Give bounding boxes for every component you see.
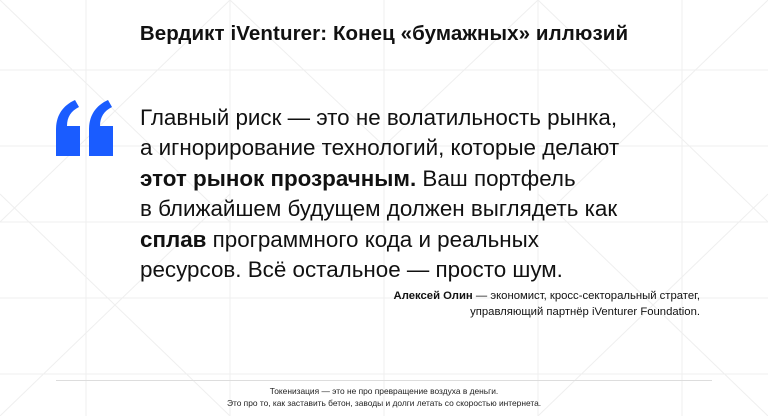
footer-line: Это про то, как заставить бетон, заводы и долги летать со скоростью интернета. (226, 397, 542, 408)
footer-line: Токенизация — это не про превращение воздуха в деньги. (269, 386, 499, 396)
author-role-line: управляющий партнёр iVenturer Foundation. (470, 305, 700, 318)
footer-divider (56, 380, 712, 381)
author-role: — экономист, кросс-секторальный стратег, (472, 290, 700, 302)
author-name: Алексей Олин (393, 290, 473, 302)
quote-line: а игнорирование технологий, которые делают (140, 135, 620, 161)
quote-line-rest: программного кода и реальных (206, 226, 539, 252)
quote-line (140, 225, 715, 255)
quote-line (140, 164, 715, 194)
quote-line-rest: Ваш портфель (416, 165, 576, 191)
quote-attribution (280, 289, 700, 320)
quote-emphasis: этот рынок прозрачным. (140, 165, 417, 191)
quote-mark-icon (54, 96, 118, 160)
quote-line: Главный риск — это не волатильность рынка, (140, 105, 618, 130)
attribution-line (280, 289, 700, 305)
quote-line: в ближайшем будущем должен выглядеть как (140, 196, 618, 222)
page-title: Вердикт iVenturer: Конец «бумажных» иллюзий (139, 22, 629, 45)
quote-emphasis: сплав (140, 226, 207, 252)
quote-line: ресурсов. Всё остальное — просто шум. (140, 257, 563, 283)
quote-text (140, 103, 715, 285)
footer-caption (0, 386, 768, 409)
